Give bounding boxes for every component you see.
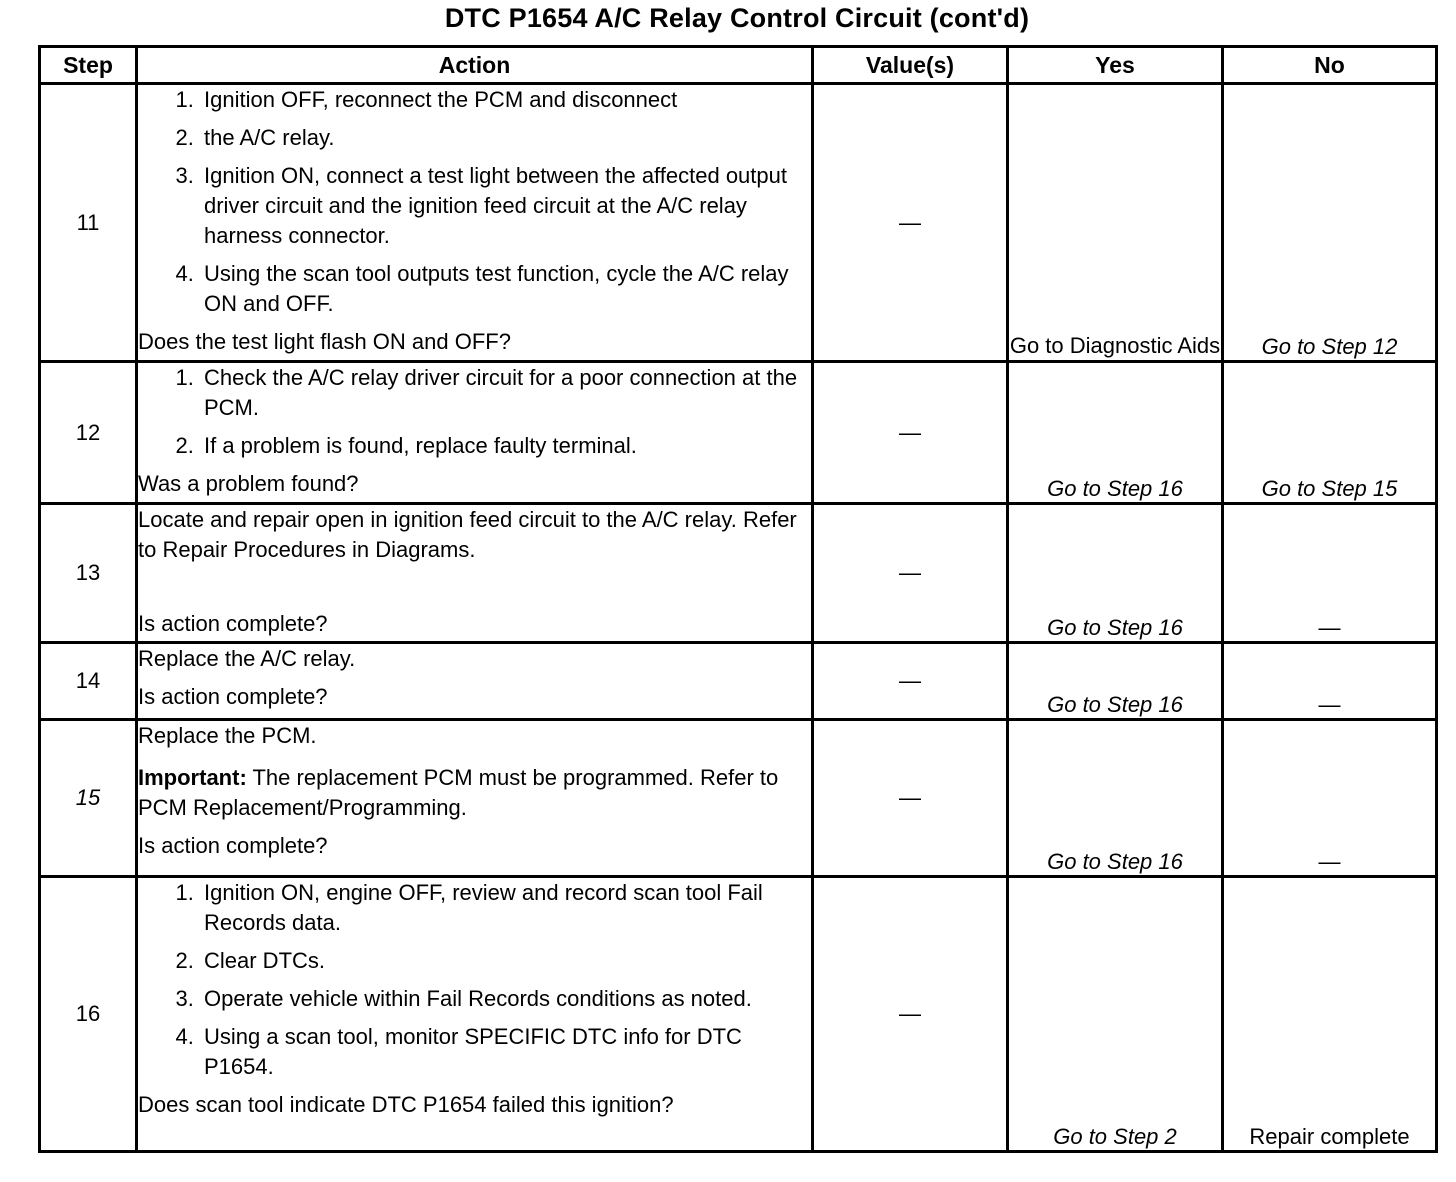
- action-question: Is action complete?: [138, 611, 328, 636]
- list-item: 1. Ignition ON, engine OFF, review and record scan tool Fail Records data.: [200, 878, 811, 938]
- no-cell: —: [1223, 720, 1437, 877]
- action-list: [138, 85, 811, 319]
- action-question: Is action complete?: [138, 833, 328, 858]
- action-question: Does the test light flash ON and OFF?: [138, 329, 511, 354]
- list-item: 4. Using the scan tool outputs test function, cycle the A/C relay ON and OFF.: [200, 259, 811, 319]
- table-row: [40, 643, 1437, 720]
- action-text: Locate and repair open in ignition feed circuit to the A/C relay. Refer to Repair Procedures in Diagrams.: [138, 507, 797, 562]
- action-list: [138, 878, 811, 1082]
- important-text: The replacement PCM must be programmed. Refer to PCM Replacement/Programming.: [138, 765, 779, 820]
- list-item: 2. Clear DTCs.: [200, 946, 811, 976]
- step-number: 13: [40, 504, 137, 643]
- value-cell: —: [813, 84, 1008, 362]
- header-values: Value(s): [813, 47, 1008, 84]
- list-item: 1. Check the A/C relay driver circuit for a poor connection at the PCM.: [200, 363, 811, 423]
- header-step: Step: [40, 47, 137, 84]
- action-text: Replace the PCM.: [138, 723, 317, 748]
- no-cell: —: [1223, 504, 1437, 643]
- action-cell: [137, 877, 813, 1152]
- yes-cell: Go to Step 16: [1008, 720, 1223, 877]
- table-header-row: [40, 47, 1437, 84]
- page-title: DTC P1654 A/C Relay Control Circuit (cont'd): [444, 3, 1030, 33]
- step-number: 15: [40, 720, 137, 877]
- action-question: Does scan tool indicate DTC P1654 failed this ignition?: [138, 1092, 674, 1117]
- no-cell: Go to Step 15: [1223, 362, 1437, 504]
- yes-cell: Go to Diagnostic Aids: [1008, 84, 1223, 362]
- action-cell: [137, 362, 813, 504]
- table-row: [40, 504, 1437, 643]
- action-text: Replace the A/C relay.: [138, 646, 356, 671]
- header-yes: Yes: [1008, 47, 1223, 84]
- no-cell: Go to Step 12: [1223, 84, 1437, 362]
- step-number: 11: [40, 84, 137, 362]
- table-row: [40, 877, 1437, 1152]
- action-cell: [137, 643, 813, 720]
- header-no: No: [1223, 47, 1437, 84]
- yes-cell: Go to Step 16: [1008, 643, 1223, 720]
- value-cell: —: [813, 877, 1008, 1152]
- no-cell: Repair complete: [1223, 877, 1437, 1152]
- action-question: Is action complete?: [138, 684, 328, 709]
- action-list: [138, 363, 811, 461]
- table-row: [40, 362, 1437, 504]
- action-cell: [137, 84, 813, 362]
- step-number: 12: [40, 362, 137, 504]
- value-cell: —: [813, 504, 1008, 643]
- action-question: Was a problem found?: [138, 471, 359, 496]
- important-note: [138, 763, 811, 823]
- action-cell: [137, 720, 813, 877]
- value-cell: —: [813, 362, 1008, 504]
- list-item: 1. Ignition OFF, reconnect the PCM and disconnect: [200, 85, 811, 115]
- header-action: Action: [137, 47, 813, 84]
- step-number: 14: [40, 643, 137, 720]
- list-item: 2. If a problem is found, replace faulty terminal.: [200, 431, 811, 461]
- list-item: 4. Using a scan tool, monitor SPECIFIC DTC info for DTC P1654.: [200, 1022, 811, 1082]
- list-item: 3. Operate vehicle within Fail Records conditions as noted.: [200, 984, 811, 1014]
- yes-cell: Go to Step 16: [1008, 362, 1223, 504]
- important-label: Important:: [138, 765, 247, 790]
- yes-cell: Go to Step 2: [1008, 877, 1223, 1152]
- action-cell: [137, 504, 813, 643]
- table-row: [40, 720, 1437, 877]
- list-item: 3. Ignition ON, connect a test light between the affected output driver circuit and the ignition feed circuit at the A/C relay harness connector.: [200, 161, 811, 251]
- list-item: 2. the A/C relay.: [200, 123, 811, 153]
- yes-cell: Go to Step 16: [1008, 504, 1223, 643]
- diagnostic-table: [38, 45, 1438, 1153]
- value-cell: —: [813, 643, 1008, 720]
- no-cell: —: [1223, 643, 1437, 720]
- value-cell: —: [813, 720, 1008, 877]
- step-number: 16: [40, 877, 137, 1152]
- table-row: [40, 84, 1437, 362]
